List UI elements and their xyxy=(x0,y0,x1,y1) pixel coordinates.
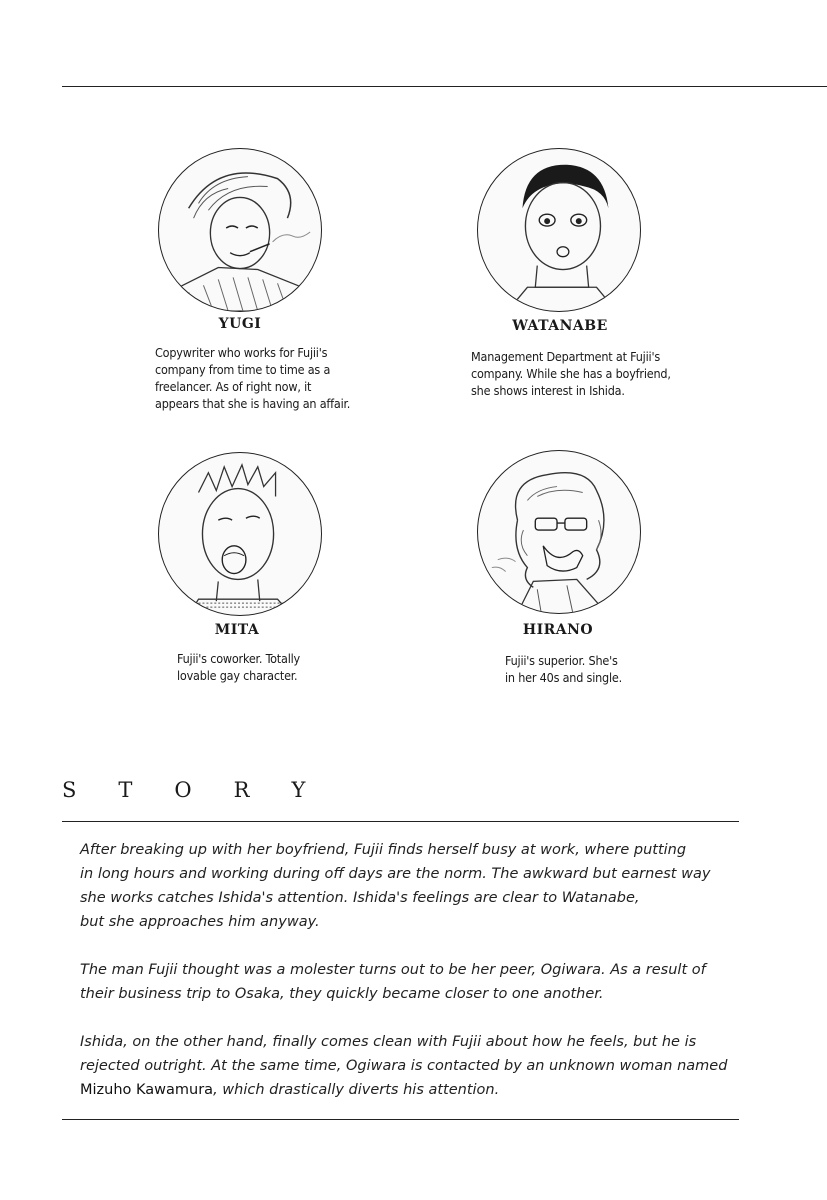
story-heading-letter: S xyxy=(62,778,77,802)
story-bottom-divider xyxy=(62,1119,739,1120)
story-heading-letter: Y xyxy=(291,778,306,802)
character-name-yugi: YUGI xyxy=(218,316,262,332)
story-paragraph-3-end: , which drastically diverts his attention. xyxy=(213,1082,500,1098)
story-heading-letter: O xyxy=(174,778,192,802)
character-name-mizuho-kawamura: Mizuho Kawamura xyxy=(80,1082,214,1098)
story-heading-letter: T xyxy=(118,778,133,802)
character-description-yugi: Copywriter who works for Fujii's company from time to time as a freelancer. As of right now, it appears that she is having an affair. xyxy=(155,345,351,411)
story-paragraph-3 xyxy=(80,1030,730,1102)
mita-portrait-drawing xyxy=(159,453,321,615)
story-body xyxy=(80,838,730,1126)
hirano-portrait-drawing xyxy=(478,451,640,613)
character-name-mita: MITA xyxy=(214,622,260,638)
story-heading-letter: R xyxy=(233,778,250,802)
story-paragraph-2: The man Fujii thought was a molester turns out to be her peer, Ogiwara. As a result of their business trip to Osaka, they quickly became closer to one another. xyxy=(80,962,706,1002)
hirano-portrait xyxy=(477,450,641,614)
yugi-portrait xyxy=(158,148,322,312)
watanabe-portrait-drawing xyxy=(478,149,640,311)
story-paragraph-1: After breaking up with her boyfriend, Fujii finds herself busy at work, where putting in long hours and working during off days are the norm. The awkward but earnest way she works catches Ishida's attention. Ishida's feelings are clear to Watanabe, but she approaches him anyway. xyxy=(80,842,711,930)
character-name-hirano: HIRANO xyxy=(522,622,594,638)
character-name-watanabe: WATANABE xyxy=(512,318,608,334)
story-paragraph-3-start: Ishida, on the other hand, finally comes clean with Fujii about how he feels, but he is rejected outright. At the same time, Ogiwara is contacted by an unknown woman named xyxy=(80,1034,728,1074)
character-description-hirano: Fujii's superior. She's in her 40s and single. xyxy=(505,653,623,685)
watanabe-portrait xyxy=(477,148,641,312)
story-heading xyxy=(62,778,305,802)
top-divider xyxy=(62,86,827,87)
story-top-divider xyxy=(62,821,739,822)
mita-portrait xyxy=(158,452,322,616)
character-description-mita: Fujii's coworker. Totally lovable gay character. xyxy=(177,651,300,683)
yugi-portrait-drawing xyxy=(159,149,321,311)
character-description-watanabe: Management Department at Fujii's company. While she has a boyfriend, she shows interest in Ishida. xyxy=(471,349,671,398)
